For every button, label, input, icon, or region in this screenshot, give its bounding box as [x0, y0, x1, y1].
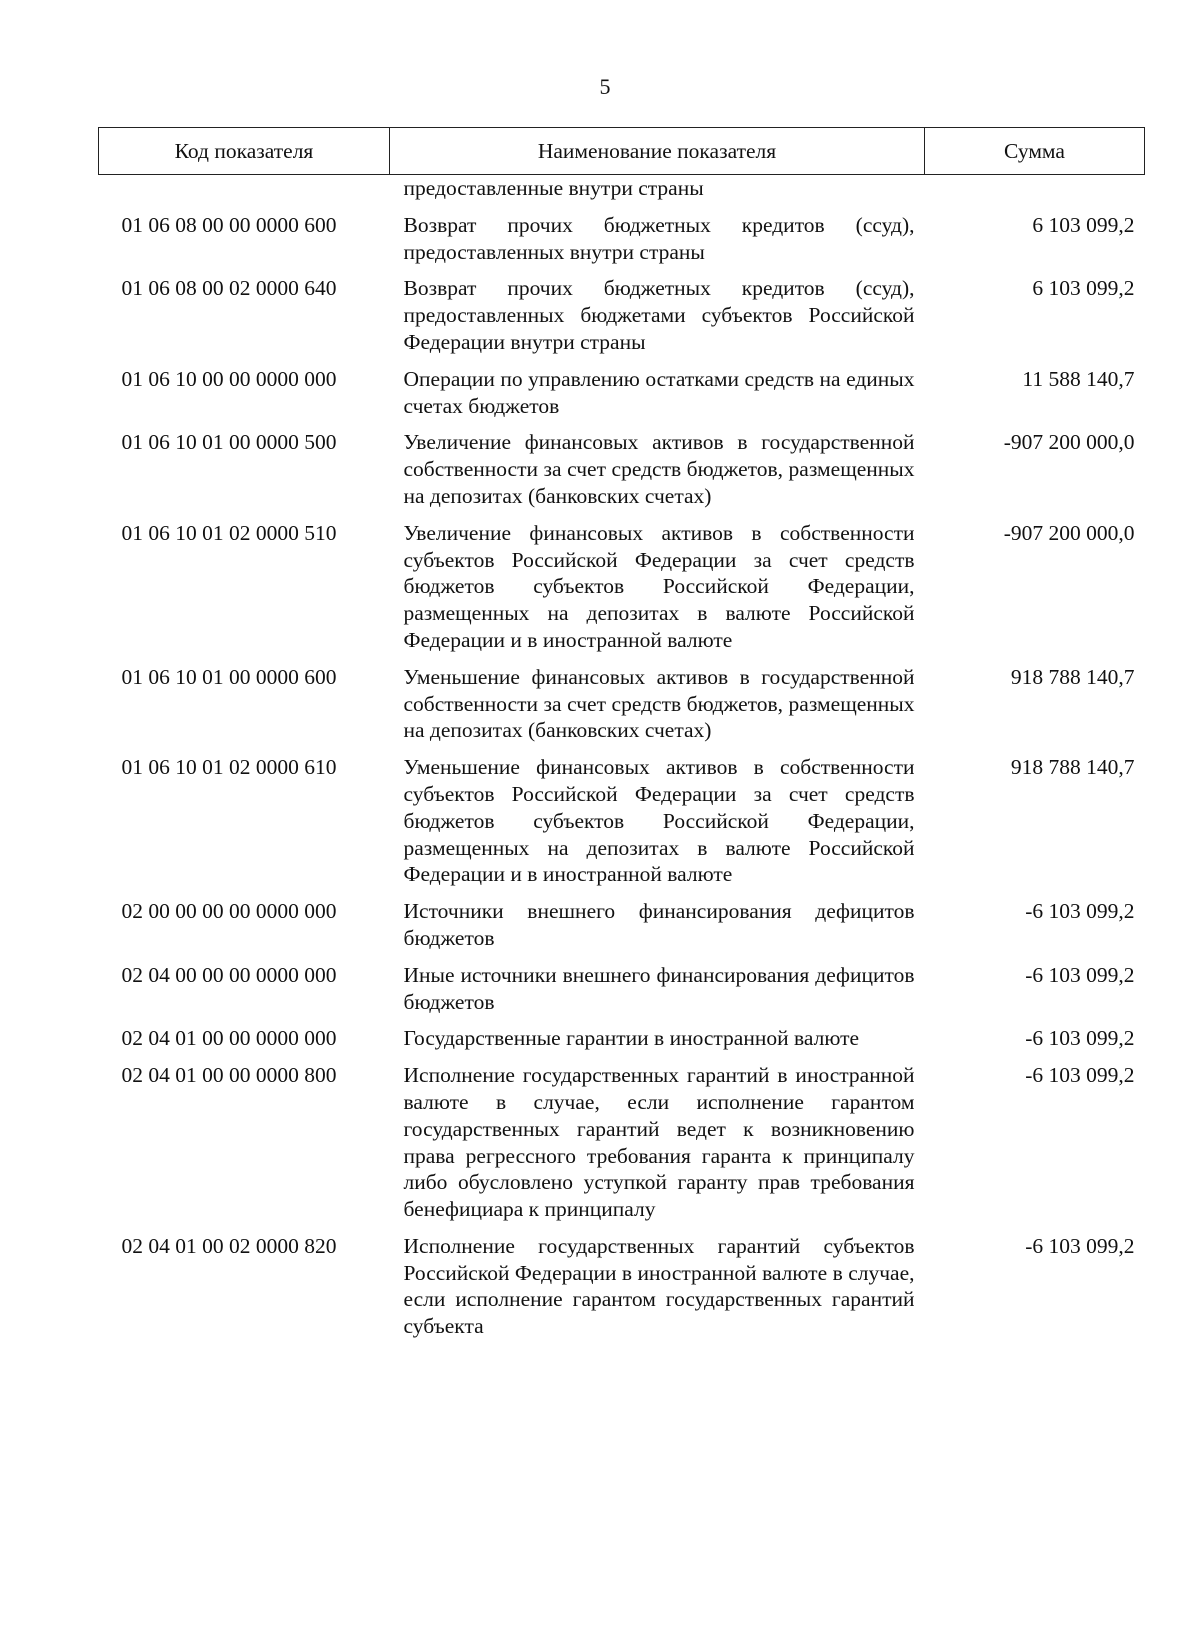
- table-row: [99, 962, 1145, 1026]
- cell-sum: 11 588 140,7: [1022, 366, 1135, 391]
- table-row: [99, 1062, 1145, 1233]
- table-row: [99, 1233, 1145, 1340]
- cell-name: Возврат прочих бюджетных кредитов (ссуд), предоставленных внутри страны: [403, 212, 915, 264]
- cell-sum: -907 200 000,0: [1003, 520, 1135, 545]
- cell-code: 01 06 08 00 02 0000 640: [121, 276, 337, 301]
- cell-code: [99, 175, 390, 212]
- cell-sum: 918 788 140,7: [1010, 755, 1135, 780]
- table-header: [99, 128, 1145, 175]
- table-row: [99, 366, 1145, 430]
- page-number: 5: [599, 74, 611, 99]
- cell-code: 02 00 00 00 00 0000 000: [121, 899, 337, 924]
- table-row: [99, 212, 1145, 276]
- cell-sum: -6 103 099,2: [1025, 962, 1135, 987]
- cell-name: Иные источники внешнего финансирования дефицитов бюджетов: [403, 962, 915, 1014]
- cell-sum: -6 103 099,2: [1025, 1233, 1135, 1258]
- cell-sum: 6 103 099,2: [1032, 212, 1135, 237]
- cell-code: 02 04 00 00 00 0000 000: [121, 962, 337, 987]
- cell-name: Увеличение финансовых активов в государственной собственности за счет средств бюджетов, размещенных на депозитах (банковских счетах): [403, 430, 915, 508]
- cell-name: Возврат прочих бюджетных кредитов (ссуд), предоставленных бюджетами субъектов Российской Федерации внутри страны: [403, 276, 915, 354]
- cell-name: Исполнение государственных гарантий субъектов Российской Федерации в иностранной валюте в случае, если исполнение гарантом государственных гарантий субъекта: [403, 1233, 915, 1339]
- sources-table: [98, 127, 1145, 1340]
- cell-code: 01 06 10 01 02 0000 510: [121, 520, 337, 545]
- cell-code: 02 04 01 00 00 0000 000: [121, 1026, 337, 1051]
- header-name: Наименование показателя: [390, 128, 925, 175]
- table-row: [99, 520, 1145, 664]
- cell-name: Операции по управлению остатками средств на единых счетах бюджетов: [403, 366, 915, 418]
- header-sum: Сумма: [925, 128, 1145, 175]
- cell-sum: -6 103 099,2: [1025, 1063, 1135, 1088]
- cell-code: 02 04 01 00 02 0000 820: [121, 1233, 337, 1258]
- header-code: Код показателя: [99, 128, 390, 175]
- cell-code: 01 06 10 01 00 0000 600: [121, 664, 337, 689]
- cell-code: 01 06 08 00 00 0000 600: [121, 212, 337, 237]
- table-row: [99, 664, 1145, 754]
- cell-name: Источники внешнего финансирования дефицитов бюджетов: [403, 899, 915, 950]
- cell-sum: 6 103 099,2: [1032, 276, 1135, 301]
- cell-sum: -907 200 000,0: [1003, 430, 1135, 455]
- table-body: [99, 175, 1145, 1341]
- table-row: [99, 754, 1145, 898]
- cell-sum: -6 103 099,2: [1025, 1026, 1135, 1051]
- cell-sum: 918 788 140,7: [1010, 664, 1135, 689]
- table-row: [99, 275, 1145, 365]
- table-row-continuation: [99, 175, 1145, 212]
- cell-sum: -6 103 099,2: [1025, 899, 1135, 924]
- table-row: [99, 429, 1145, 519]
- cell-sum: [925, 175, 1145, 212]
- cell-name: Уменьшение финансовых активов в государственной собственности за счет средств бюджетов, размещенных на депозитах (банковских счетах): [403, 664, 915, 743]
- cell-code: 02 04 01 00 00 0000 800: [121, 1063, 337, 1088]
- table-row: [99, 898, 1145, 962]
- cell-code: 01 06 10 00 00 0000 000: [121, 366, 337, 391]
- cell-name: Уменьшение финансовых активов в собственности субъектов Российской Федерации за счет средств бюджетов субъектов Российской Федерации, размещенных на депозитах в валюте Российской Федерации и в иностранной валюте: [403, 755, 915, 887]
- cell-name: предоставленные внутри страны: [403, 176, 704, 200]
- table-row: [99, 1025, 1145, 1062]
- cell-name: Исполнение государственных гарантий в иностранной валюте в случае, если исполнение гарантом государственных гарантий ведет к возникновению права регрессного требования гаранта к принципалу либо обусловлено уступкой гаранту прав требования бенефициара к принципалу: [403, 1063, 915, 1222]
- cell-name: Государственные гарантии в иностранной валюте: [403, 1026, 860, 1051]
- cell-code: 01 06 10 01 02 0000 610: [121, 755, 337, 780]
- cell-code: 01 06 10 01 00 0000 500: [121, 430, 337, 455]
- cell-name: Увеличение финансовых активов в собственности субъектов Российской Федерации за счет средств бюджетов субъектов Российской Федерации, размещенных на депозитах в валюте Российской Федерации и в иностранной валюте: [403, 520, 915, 652]
